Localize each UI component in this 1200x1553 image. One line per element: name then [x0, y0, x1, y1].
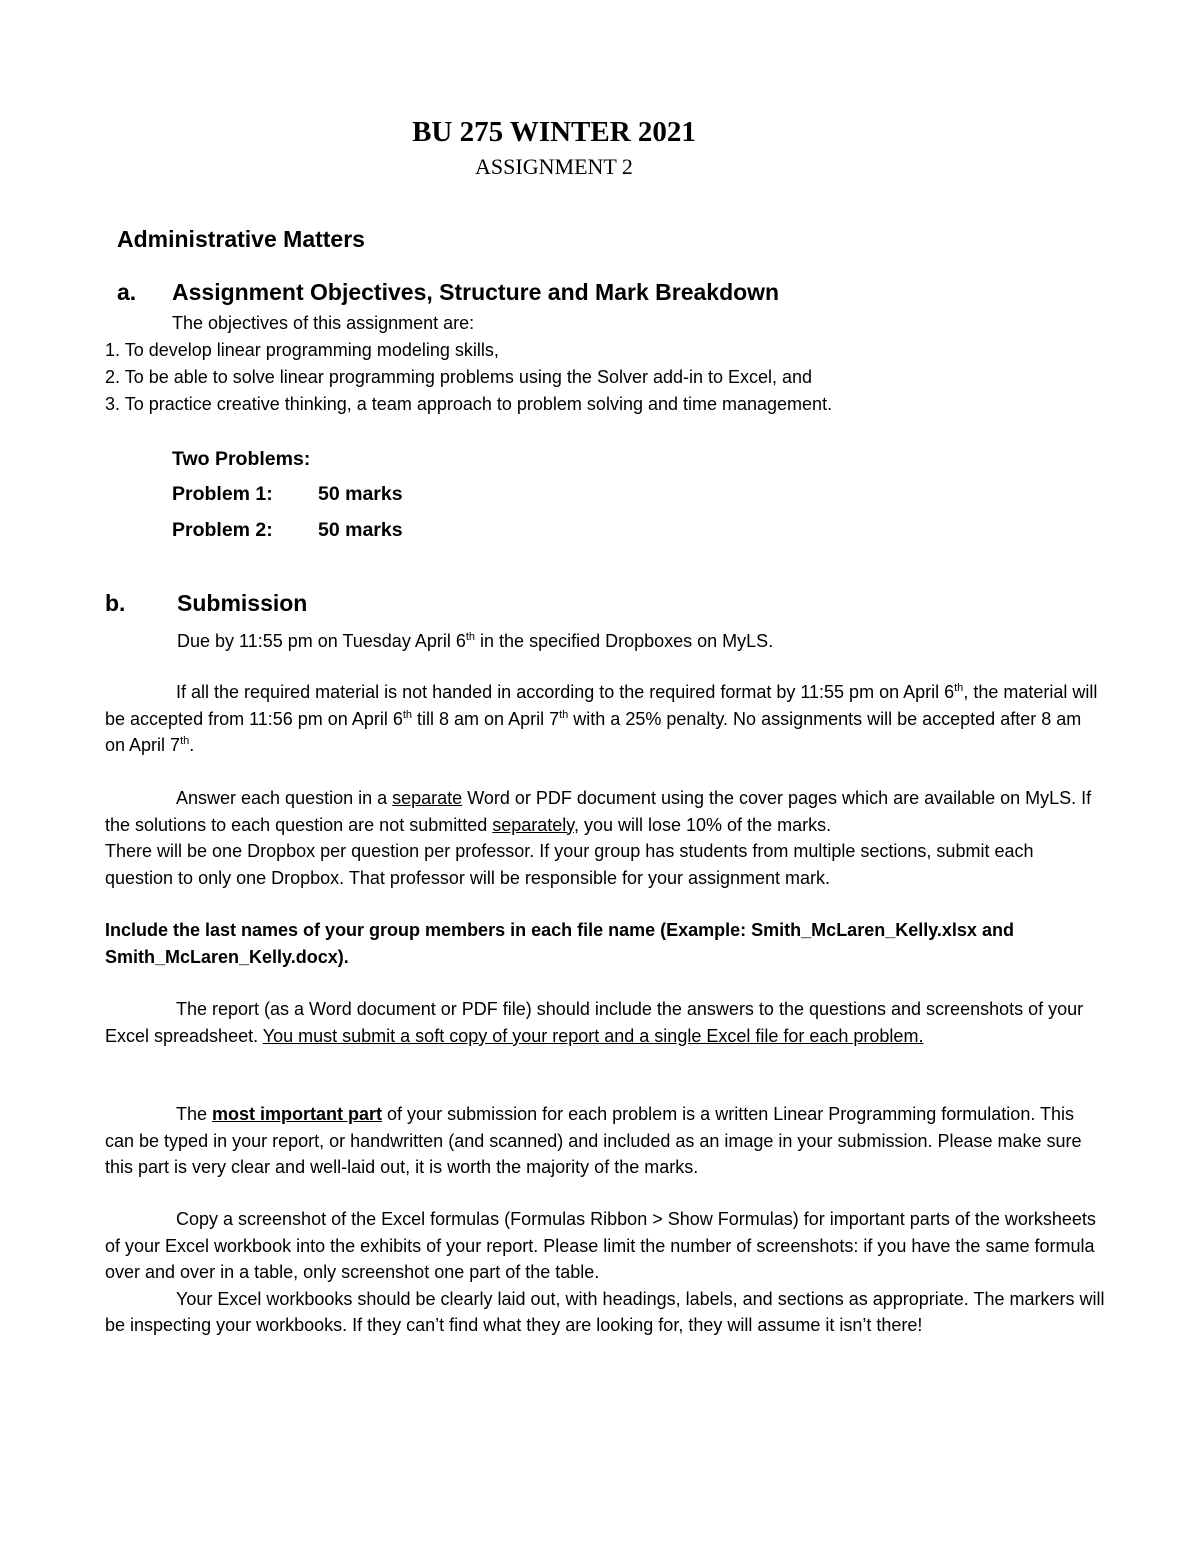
objective-2: 2. To be able to solve linear programming problems using the Solver add-in to Excel, and — [105, 367, 813, 387]
separate-docs-paragraph: Answer each question in a separate Word or PDF document using the cover pages which are available on MyLS. If the solutions to each question are not submitted separately, you will lose 10% of the marks. There will be one Dropbox per question per professor. If your group has students from multiple sections, submit each question to only one Dropbox. That professor will be responsible for your assignment mark. — [105, 788, 1092, 888]
page-subtitle: ASSIGNMENT 2 — [475, 154, 633, 179]
admin-heading: Administrative Matters — [117, 226, 365, 252]
page-title: BU 275 WINTER 2021 — [412, 116, 696, 148]
section-b-letter: b. — [105, 590, 126, 616]
problem-2-marks: 50 marks — [318, 519, 403, 541]
problem-1-marks: 50 marks — [318, 483, 403, 505]
objective-3: 3. To practice creative thinking, a team approach to problem solving and time management. — [105, 394, 833, 414]
section-b-heading: Submission — [177, 590, 308, 616]
late-policy-paragraph: If all the required material is not handed in according to the required format by 11:55 pm on April 6th, the material will be accepted from 11:56 pm on April 6th till 8 am on April 7th with a 25% penalty. No assignments will be accepted after 8 am on April 7th. — [105, 682, 1098, 755]
problem-2-label: Problem 2: — [172, 519, 273, 541]
section-a-heading: Assignment Objectives, Structure and Mark Breakdown — [172, 279, 780, 305]
objectives-intro: The objectives of this assignment are: — [172, 313, 475, 333]
file-naming-note: Include the last names of your group members in each file name (Example: Smith_McLaren_Kelly.xlsx and Smith_McLaren_Kelly.docx). — [105, 920, 1014, 967]
section-a-letter: a. — [117, 279, 137, 305]
formulation-paragraph: The most important part of your submission for each problem is a written Linear Programming formulation. This can be typed in your report, or handwritten (and scanned) and included as an image in your submission. Please make sure this part is very clear and well-laid out, it is worth the majority of the marks. — [105, 1104, 1082, 1177]
screenshot-paragraph: Copy a screenshot of the Excel formulas (Formulas Ribbon > Show Formulas) for important parts of the worksheets of your Excel workbook into the exhibits of your report. Please limit the number of screenshots: if you have the same formula over and over in a table, only screenshot one part of the table. Your Excel workbooks should be clearly laid out, with headings, labels, and sections as appropriate. The markers will be inspecting your workbooks. If they can’t find what they are looking for, they will assume it isn’t there! — [105, 1209, 1105, 1335]
objective-1: 1. To develop linear programming modeling skills, — [105, 340, 499, 360]
report-paragraph: The report (as a Word document or PDF file) should include the answers to the questions and screenshots of your Excel spreadsheet. You must submit a soft copy of your report and a single Excel file for each problem. — [105, 999, 1084, 1046]
due-date-text: Due by 11:55 pm on Tuesday April 6th in the specified Dropboxes on MyLS. — [177, 631, 774, 651]
problem-1-label: Problem 1: — [172, 483, 273, 505]
problems-heading: Two Problems: — [172, 448, 311, 470]
